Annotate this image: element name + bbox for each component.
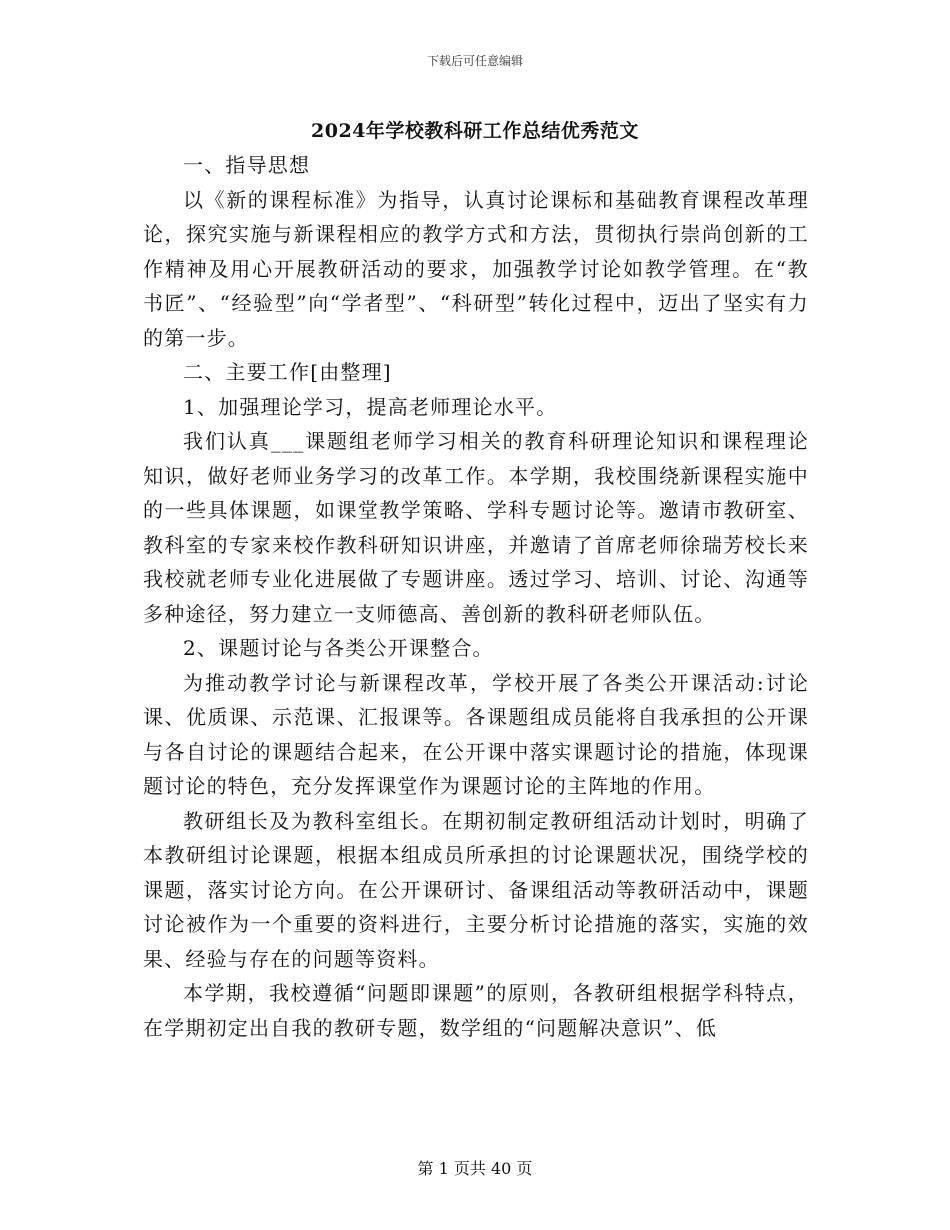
paragraph-open-class: 为推动教学讨论与新课程改革，学校开展了各类公开课活动:讨论课、优质课、示范课、汇报课等。各课题组成员能将自我承担的公开课与各自讨论的课题结合起来，在公开课中落实课题讨论的措施，体现课题讨论的特色，充分发挥课堂作为课题讨论的主阵地的作用。 [143,670,809,798]
document-title: 2024年学校教科研工作总结优秀范文 [311,120,639,142]
paragraph-guiding-ideology: 以《新的课程标准》为指导，认真讨论课标和基础教育课程改革理论，探究实施与新课程相应的教学方式和方法，贯彻执行崇尚创新的工作精神及用心开展教研活动的要求，加强教学讨论如教学管理。在“教书匠”、“经验型”向“学者型”、“科研型”转化过程中，迈出了坚实有力的第一步。 [143,187,809,350]
paragraph-group-leaders: 教研组长及为教科室组长。在期初制定教研组活动计划时，明确了本教研组讨论课题，根据本组成员所承担的讨论课题状况，围绕学校的课题，落实讨论方向。在公开课研讨、备课组活动等教研活动中，课题讨论被作为一个重要的资料进行，主要分析讨论措施的落实，实施的效果、经验与存在的问题等资料。 [143,808,809,971]
document-body [143,148,809,1045]
page-footer: 第 1 页共 40 页 [417,1159,533,1178]
paragraph-theory-study: 我们认真___课题组老师学习相关的教育科研理论知识和课程理论知识，做好老师业务学习的改革工作。本学期，我校围绕新课程实施中的一些具体课题，如课堂教学策略、学科专题讨论等。邀请市教研室、教科室的专家来校作教科研知识讲座，并邀请了首席老师徐瑞芳校长来我校就老师专业化进展做了专题讲座。透过学习、培训、讨论、沟通等多种途径，努力建立一支师德高、善创新的教科研老师队伍。 [143,429,809,626]
paragraph-this-semester: 本学期，我校遵循“问题即课题”的原则，各教研组根据学科特点，在学期初定出自我的教研专题，数学组的“问题解决意识”、低 [143,981,809,1040]
section-heading-guiding-ideology: 一、指导思想 [183,153,311,177]
section-heading-main-work: 二、主要工作[由整理] [183,360,392,384]
subheading-research-open-class: 2、课题讨论与各类公开课整合。 [183,636,494,660]
header-note: 下载后可任意编辑 [426,54,523,68]
subheading-theory-study: 1、加强理论学习，提高老师理论水平。 [183,394,558,419]
